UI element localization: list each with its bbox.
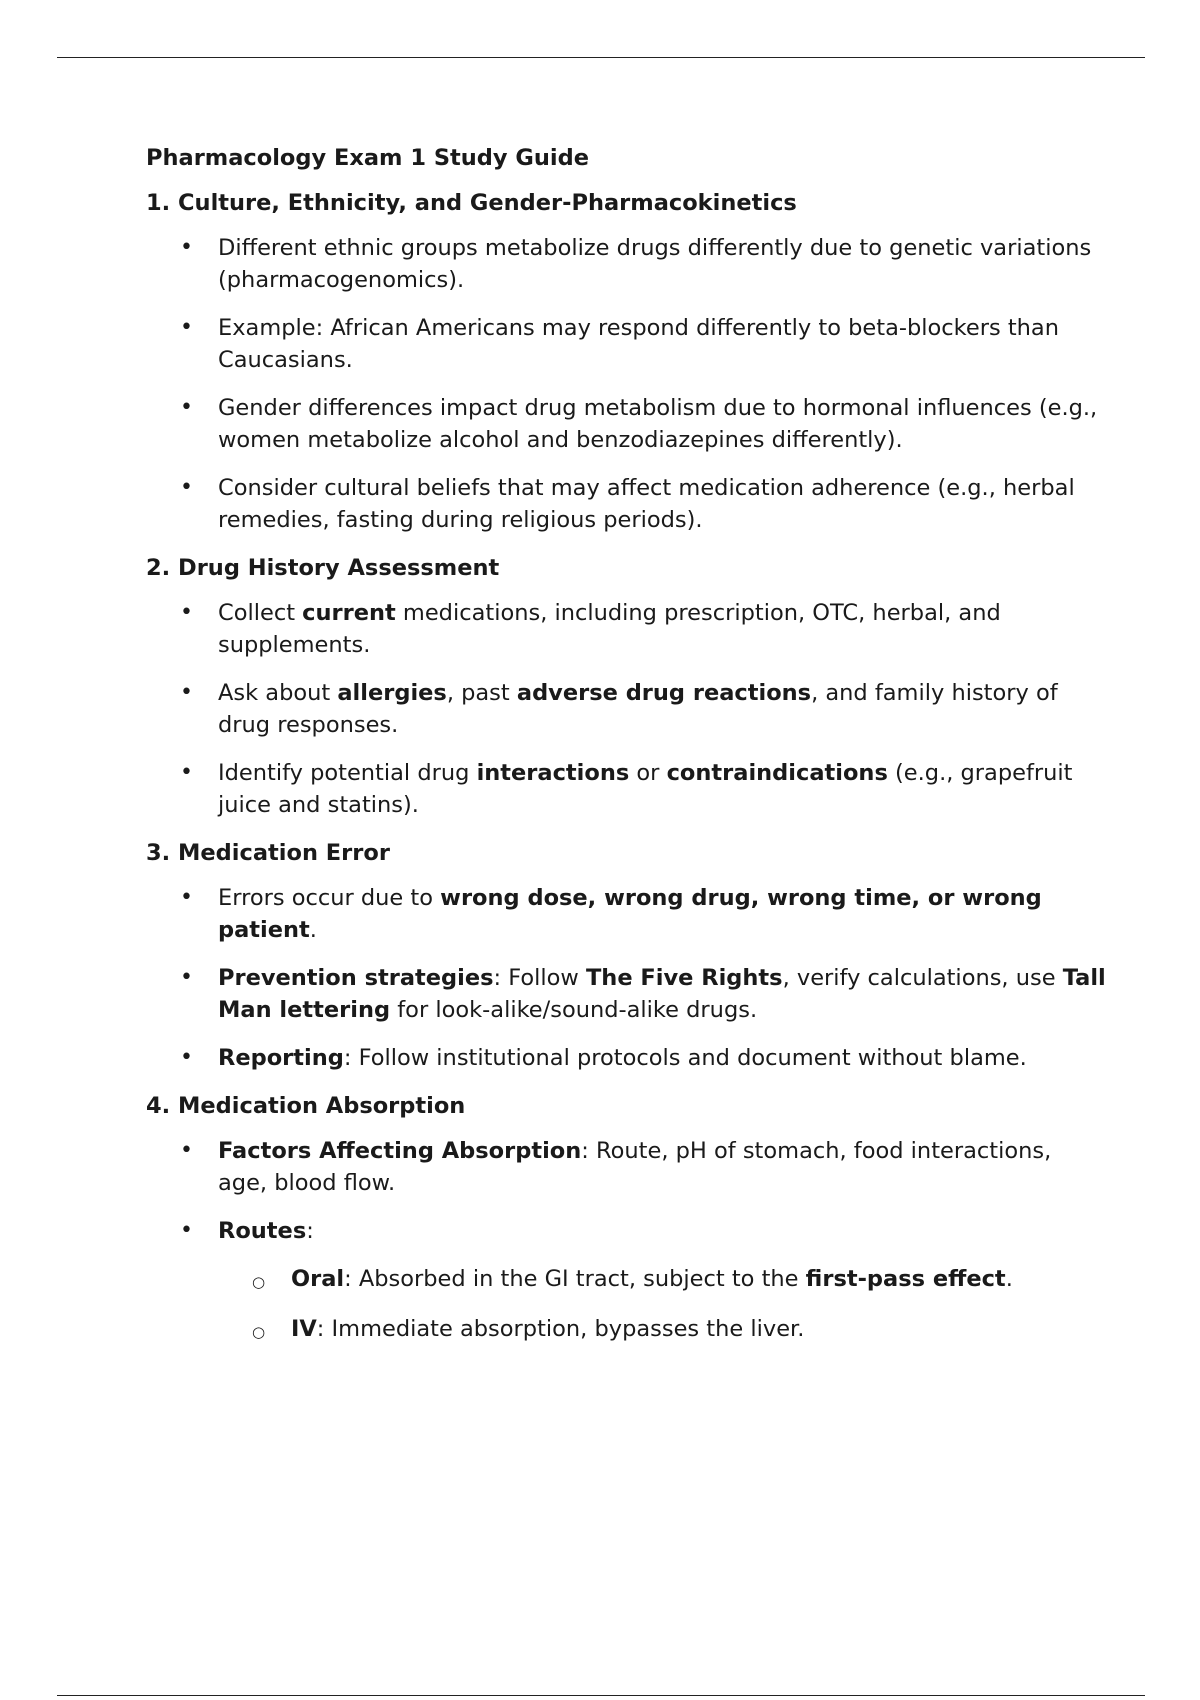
- text-run: or: [629, 760, 667, 786]
- bullet-icon: •: [180, 1045, 193, 1070]
- sections-container: [146, 187, 1106, 1345]
- text-run: Different ethnic groups metabolize drugs differently due to genetic variations (pharmacogenomics).: [218, 235, 1092, 293]
- text-run: : Follow: [493, 965, 586, 991]
- sub-list-item-text: [291, 1266, 1013, 1292]
- bold-text: Reporting: [218, 1045, 344, 1071]
- text-run: , past: [446, 680, 517, 706]
- text-run: : Follow institutional protocols and document without blame.: [343, 1045, 1027, 1071]
- list-item: [146, 882, 1106, 946]
- top-rule: [57, 57, 1145, 58]
- bold-text: wrong dose, wrong drug, wrong time, or wrong patient: [218, 885, 1042, 943]
- text-run: medications, including prescription, OTC, herbal, and supplements.: [218, 600, 1001, 658]
- list-item-text: [218, 395, 1097, 453]
- bold-text: current: [302, 600, 396, 626]
- text-run: Errors occur due to: [218, 885, 441, 911]
- list-item-text: [218, 965, 1106, 1023]
- bullet-icon: •: [180, 885, 193, 910]
- page-title: Pharmacology Exam 1 Study Guide: [146, 145, 589, 171]
- text-run: Ask about: [218, 680, 338, 706]
- list-item: [146, 312, 1106, 376]
- list-item: [146, 1135, 1106, 1199]
- section-heading: 3. Medication Error: [146, 840, 390, 866]
- text-run: Gender differences impact drug metabolism due to hormonal influences (e.g., women metabolize alcohol and benzodiazepines differently).: [218, 395, 1098, 453]
- text-run: Consider cultural beliefs that may affect medication adherence (e.g., herbal remedies, fasting during religious periods).: [218, 475, 1075, 533]
- list-item-text: [218, 680, 1058, 738]
- list-item: [146, 757, 1106, 821]
- list-item: [146, 597, 1106, 661]
- bullet-icon: •: [180, 965, 193, 990]
- section-heading: 4. Medication Absorption: [146, 1093, 466, 1119]
- list-item: [146, 677, 1106, 741]
- bold-text: contraindications: [666, 760, 888, 786]
- text-run: (e.g., grapefruit juice and statins).: [218, 760, 1073, 818]
- bullet-icon: •: [180, 760, 193, 785]
- bullet-icon: •: [180, 680, 193, 705]
- sub-list-item: [218, 1263, 1106, 1295]
- section-heading: 1. Culture, Ethnicity, and Gender-Pharmacokinetics: [146, 190, 797, 216]
- bottom-rule: [57, 1695, 1145, 1696]
- sub-list-item: [218, 1313, 1106, 1345]
- text-run: : Route, pH of stomach, food interactions, age, blood flow.: [218, 1138, 1052, 1196]
- list-item-text: [218, 885, 1042, 943]
- text-run: : Absorbed in the GI tract, subject to the: [344, 1266, 806, 1292]
- bold-text: first-pass effect: [805, 1266, 1006, 1292]
- sub-list-item-text: [291, 1316, 804, 1342]
- text-run: Collect: [218, 600, 303, 626]
- text-run: for look-alike/sound-alike drugs.: [390, 997, 758, 1023]
- sub-bullet-list: [218, 1263, 1106, 1345]
- bullet-list: [146, 232, 1106, 536]
- text-run: Identify potential drug: [218, 760, 477, 786]
- list-item: [146, 232, 1106, 296]
- bold-text: IV: [291, 1316, 317, 1342]
- hollow-circle-icon: ○: [252, 1273, 266, 1291]
- list-item: [146, 962, 1106, 1026]
- hollow-circle-icon: ○: [252, 1323, 266, 1341]
- bullet-icon: •: [180, 235, 193, 260]
- list-item-text: [218, 600, 1001, 658]
- text-run: .: [309, 917, 317, 943]
- bullet-icon: •: [180, 475, 193, 500]
- list-item-text: [218, 1045, 1027, 1071]
- bullet-icon: •: [180, 1218, 193, 1243]
- list-item-text: [218, 315, 1059, 373]
- list-item: [146, 472, 1106, 536]
- bold-text: Tall Man lettering: [218, 965, 1106, 1023]
- bullet-list: [146, 597, 1106, 821]
- text-run: :: [306, 1218, 314, 1244]
- bullet-icon: •: [180, 395, 193, 420]
- text-run: : Immediate absorption, bypasses the liver.: [316, 1316, 805, 1342]
- list-item-text: [218, 1138, 1051, 1196]
- text-run: , and family history of drug responses.: [218, 680, 1058, 738]
- bullet-icon: •: [180, 315, 193, 340]
- text-run: , verify calculations, use: [782, 965, 1063, 991]
- bullet-list: [146, 882, 1106, 1074]
- bold-text: Oral: [291, 1266, 345, 1292]
- list-item: [146, 1042, 1106, 1074]
- list-item-text: [218, 1218, 314, 1244]
- bold-text: interactions: [476, 760, 630, 786]
- bullet-icon: •: [180, 1138, 193, 1163]
- text-run: Example: African Americans may respond differently to beta-blockers than Caucasians.: [218, 315, 1059, 373]
- list-item-text: [218, 760, 1072, 818]
- bullet-icon: •: [180, 600, 193, 625]
- bold-text: Factors Affecting Absorption: [218, 1138, 582, 1164]
- list-item-text: [218, 235, 1091, 293]
- list-item: [146, 392, 1106, 456]
- bold-text: allergies: [337, 680, 447, 706]
- document-body: [146, 142, 1106, 1363]
- text-run: .: [1005, 1266, 1013, 1292]
- bold-text: Prevention strategies: [218, 965, 494, 991]
- bold-text: The Five Rights: [585, 965, 783, 991]
- bullet-list: [146, 1135, 1106, 1345]
- list-item-text: [218, 475, 1075, 533]
- section-heading: 2. Drug History Assessment: [146, 555, 500, 581]
- bold-text: adverse drug reactions: [516, 680, 812, 706]
- list-item: [146, 1215, 1106, 1345]
- bold-text: Routes: [218, 1218, 307, 1244]
